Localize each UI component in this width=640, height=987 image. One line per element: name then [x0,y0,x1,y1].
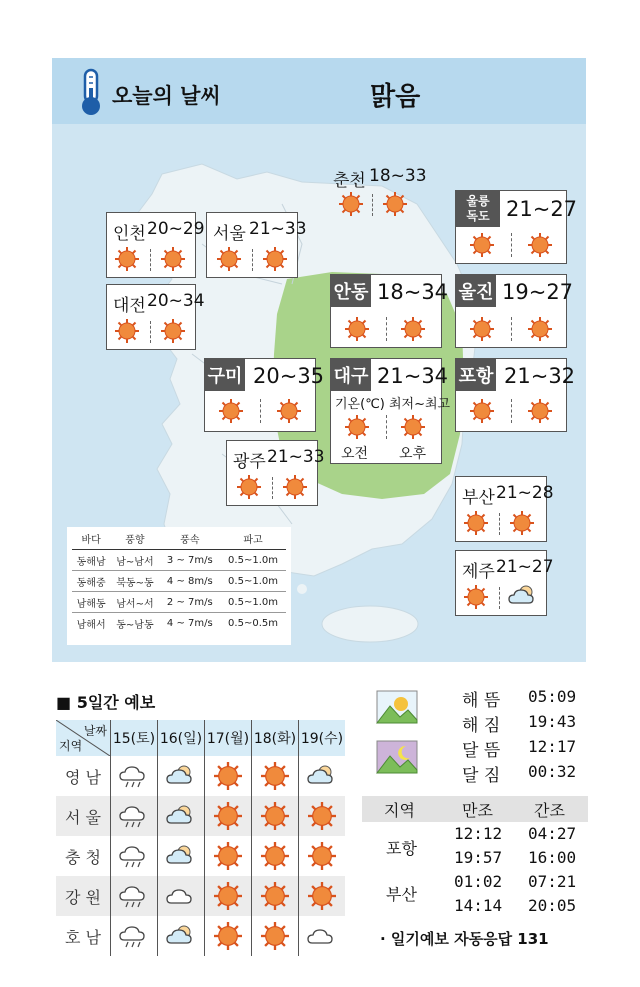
sea-header: 풍속 [160,527,220,550]
table-row: 동해중 북동~동 4 ~ 8m/s 0.5~1.0m [72,571,286,592]
city-temp: 20~29 [147,219,205,239]
sun-icon [510,511,534,535]
sun-icon [464,585,488,609]
temp-legend-label: 기온(℃) 최저~최고 [335,397,451,412]
sea-header: 바다 [72,527,110,550]
sun-icon [214,802,242,830]
city-ulleung [455,190,578,264]
weather-summary: 맑음 [370,82,421,112]
table-row: 동해남 남~남서 3 ~ 7m/s 0.5~1.0m [72,550,286,571]
table-row [56,916,345,956]
moonrise-time: 12:17 [528,737,577,756]
sun-icon [383,192,407,216]
cloud-sun-icon [166,803,196,829]
sun-icon [261,802,289,830]
pm-label: 오후 [399,446,427,462]
sun-icon [308,842,336,870]
sunset-time: 19:43 [528,712,577,731]
corner-region-label: 지역 [59,739,83,753]
city-gwangju [226,440,325,506]
sea-conditions-table [67,527,291,645]
sun-icon [308,802,336,830]
sun-icon [214,882,242,910]
city-daejeon [106,284,205,350]
city-temp: 21~34 [377,364,449,388]
city-name: 제주 [462,562,495,582]
rain-cloud-icon [119,883,149,909]
tide-region: 부산 [386,885,417,904]
day-header: 19(수) [299,720,346,756]
city-andong [330,274,449,348]
city-name: 서울 [213,224,246,244]
cloud-sun-icon [166,843,196,869]
city-temp: 21~27 [506,197,578,221]
sun-icon [115,247,139,271]
region-name: 영 남 [56,756,111,796]
sun-icon [339,192,363,216]
rain-cloud-icon [119,923,149,949]
rain-cloud-icon [119,843,149,869]
sunrise-label: 해 뜸 [462,691,501,711]
region-name: 충 청 [56,836,111,876]
city-name-tag: 구미 [205,359,245,391]
footer-note: · 일기예보 자동응답 131 [380,930,549,948]
city-name-tag: 울진 [456,275,496,307]
city-name-tag: 울릉 독도 [456,191,500,227]
sun-icon [261,882,289,910]
city-name: 인천 [113,224,146,244]
sun-icon [528,399,552,423]
sun-icon [308,882,336,910]
cloud-icon [166,883,196,909]
sun-icon [237,475,261,499]
table-row [56,796,345,836]
moon-icon [376,740,418,774]
city-temp: 18~34 [377,280,449,304]
sun-icon [261,842,289,870]
city-temp: 21~27 [496,557,554,577]
am-label: 오전 [341,446,369,462]
sun-icon [470,233,494,257]
region-name: 강 원 [56,876,111,916]
city-temp: 21~33 [267,447,325,467]
day-header: 15(토) [111,720,158,756]
city-name: 대전 [113,296,146,316]
sun-icon [115,319,139,343]
city-uljin [455,274,574,348]
forecast-table [56,720,345,956]
tide-header-row [362,796,588,822]
sun-icon [214,842,242,870]
sun-icon [464,511,488,535]
sun-icon [219,399,243,423]
page-title: 오늘의 날씨 [112,84,221,108]
region-name: 서 울 [56,796,111,836]
city-temp: 21~33 [249,219,307,239]
city-temp: 19~27 [502,280,574,304]
city-busan [455,476,554,542]
city-chuncheon [329,160,427,226]
corner-cell [56,720,111,756]
sun-icon [214,762,242,790]
table-row: 남해동 남서~서 2 ~ 7m/s 0.5~1.0m [72,592,286,613]
city-seoul [206,212,307,278]
day-header: 18(화) [252,720,299,756]
moonrise-label: 달 뜸 [462,741,501,761]
city-temp: 20~35 [253,364,325,388]
sun-icon [345,317,369,341]
sun-icon [470,399,494,423]
sun-icon [214,922,242,950]
cloud-sun-icon [166,763,196,789]
sun-icon [345,415,369,439]
table-row [56,876,345,916]
tide-header: 간조 [534,801,565,820]
city-temp: 21~28 [496,483,554,503]
sun-icon [217,247,241,271]
sun-icon [283,475,307,499]
city-name-tag: 포항 [456,359,496,391]
city-temp: 18~33 [369,166,427,186]
sun-icon [261,922,289,950]
tide-region: 포항 [386,839,417,858]
sun-icon [161,319,185,343]
city-name: 춘천 [333,171,366,191]
cloud-icon [307,923,337,949]
moonset-time: 00:32 [528,762,577,781]
city-name: 부산 [462,488,495,508]
sun-icon [528,317,552,341]
city-name: 광주 [233,452,266,472]
city-temp: 21~32 [504,364,576,388]
rain-cloud-icon [119,803,149,829]
city-pohang [455,358,576,432]
city-name-tag: 안동 [331,275,371,307]
thermometer-icon [76,68,106,118]
tide-header: 지역 [384,801,415,820]
sunrise-icon [376,690,418,724]
cloud-sun-icon [508,583,538,609]
cloud-sun-icon [166,923,196,949]
sun-icon [470,317,494,341]
sunset-label: 해 짐 [462,716,501,736]
corner-date-label: 날짜 [83,724,107,738]
city-name-tag: 대구 [331,359,371,391]
moonset-label: 달 짐 [462,766,501,786]
table-row [56,756,345,796]
region-name: 호 남 [56,916,111,956]
sunrise-time: 05:09 [528,687,577,706]
sun-icon [261,762,289,790]
sun-icon [161,247,185,271]
city-temp: 20~34 [147,291,205,311]
forecast-title: ■ 5일간 예보 [56,693,156,712]
city-jeju [455,550,554,616]
sun-icon [528,233,552,257]
cloud-sun-icon [307,763,337,789]
city-daegu [330,358,451,464]
city-incheon [106,212,205,278]
sea-header: 풍향 [110,527,159,550]
sun-icon [277,399,301,423]
day-header: 16(일) [158,720,205,756]
tide-header: 만조 [462,801,493,820]
table-row: 남해서 동~남동 4 ~ 7m/s 0.5~0.5m [76,617,278,631]
city-gumi [204,358,325,432]
day-header: 17(월) [205,720,252,756]
sun-icon [263,247,287,271]
sun-icon [401,415,425,439]
sea-header: 파고 [220,527,286,550]
tide-table: 지역 만조 간조 포항 12:12 04:27 19:57 16:00 부산 01:02 07:21 14:14 20:05 [362,796,588,924]
table-row [56,836,345,876]
sun-icon [401,317,425,341]
rain-cloud-icon [119,763,149,789]
